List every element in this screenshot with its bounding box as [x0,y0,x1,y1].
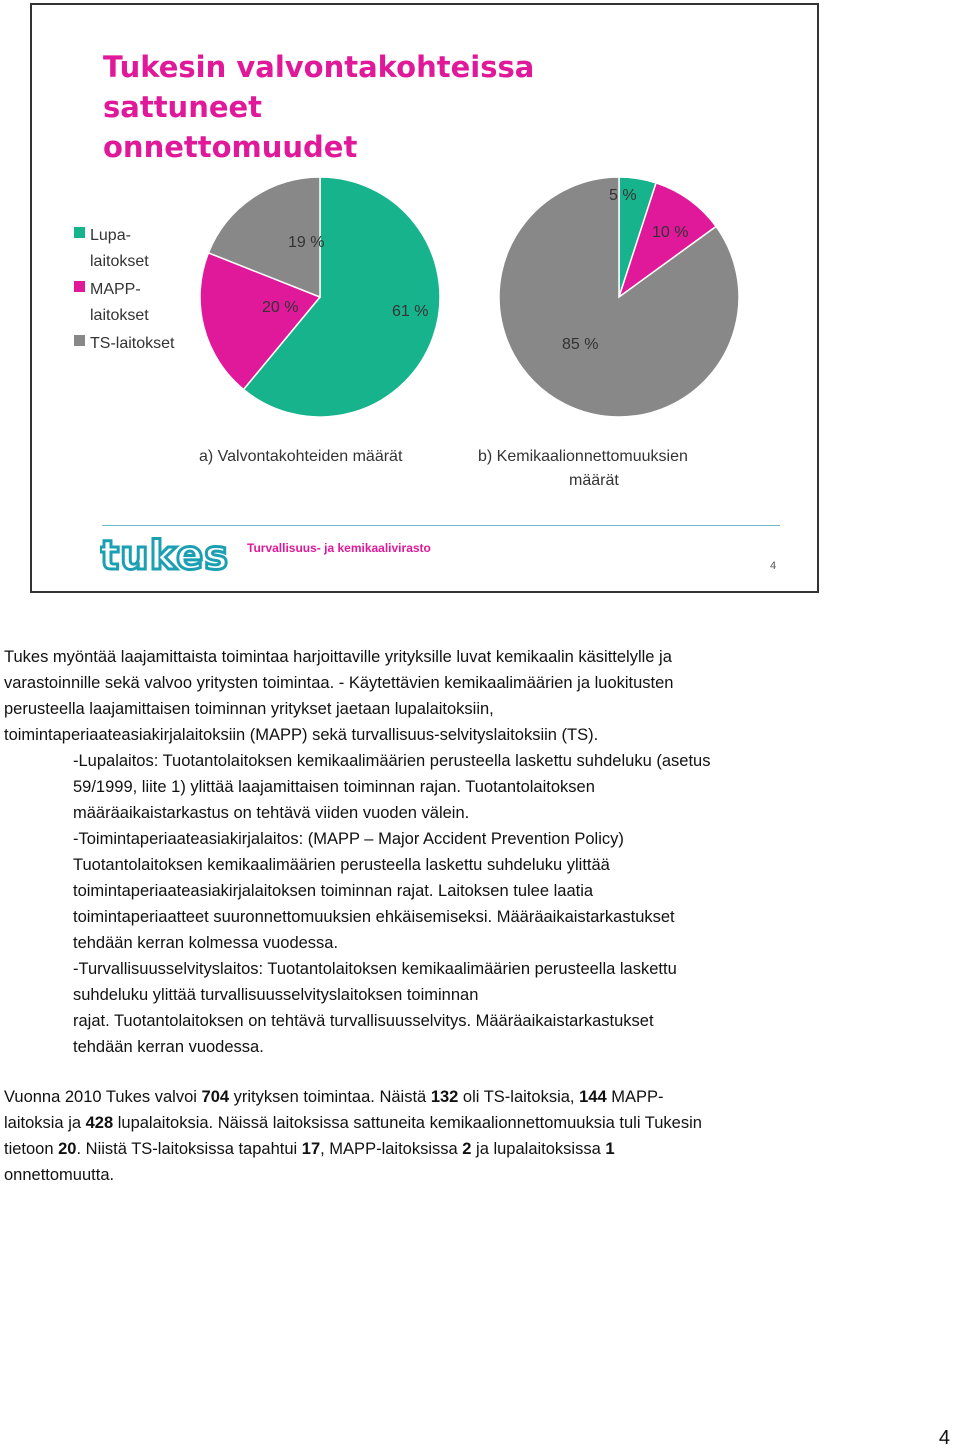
agency-name: Turvallisuus- ja kemikaalivirasto [247,541,431,555]
caption-b-line2: määrät [569,472,619,489]
body-paragraph-mapp: -Toimintaperiaateasiakirjalaitos: (MAPP – Major Accident Prevention Policy) Tuotantolaitoksen kemikaalimäärien perusteella laskettu suhdeluku ylittää toimintaperiaateasiakirjalaitoksen toiminnan rajat. Laitoksen tulee laatia toimintaperiaatteet suuronnettomuuksien ehkäisemiseksi. Määräaikaistarkastukset tehdään kerran kolmessa vuodessa. [73,830,675,952]
caption-b-line1: b) Kemikaalionnettomuuksien [478,448,688,465]
body-paragraph-ts: -Turvallisuusselvityslaitos: Tuotantolaitoksen kemikaalimäärien perusteella laskettu suhdeluku ylittää turvallisuusselvityslaitoksen toiminnan rajat. Tuotantolaitoksen on tehtävä turvallisuusselvitys. Määräaikaistarkastukset tehdään kerran vuodessa. [73,960,677,1056]
footer-divider [102,525,780,526]
logo-text: tukes [100,533,230,579]
slide-number: 4 [770,560,777,572]
body-paragraph-lupalaitos: -Lupalaitos: Tuotantolaitoksen kemikaalimäärien perusteella laskettu suhdeluku (asetus 59/1999, liite 1) ylittää laajamittaisen toiminnan rajan. Tuotantolaitoksen määräaikaistarkastus on tehtävä viiden vuoden välein. [73,752,711,822]
slide-title: Tukesin valvontakohteissa sattuneet onnettomuudet [103,50,535,164]
body-paragraph-intro: Tukes myöntää laajamittaista toimintaa harjoittaville yrityksille luvat kemikaalin käsittelylle ja varastoinnille sekä valvoo yritysten toimintaa. - Käytettävien kemikaalimäärien ja luokitusten perusteella laajamittaisen toiminnan yritykset jaetaan lupalaitoksiin, toimintaperiaateasiakirjalaitoksiin (MAPP) sekä turvallisuus-selvityslaitoksiin (TS). [4,648,674,744]
pie1-label-0: 61 % [392,303,429,320]
pie2-label-0: 5 % [609,187,637,204]
caption-a: a) Valvontakohteiden määrät [199,448,403,465]
pie2-label-2: 85 % [562,336,599,353]
body-paragraph-summary: Vuonna 2010 Tukes valvoi 704 yrityksen toimintaa. Näistä 132 oli TS-laitoksia, 144 MAPP- laitoksia ja 428 lupalaitoksia. Näissä laitoksissa sattuneita kemikaalionnettomuuksia tuli Tukesin tietoon 20. Niistä TS-laitoksissa tapahtui 17, MAPP-laitoksissa 2 ja lupalaitoksissa 1 onnettomuutta. [4,1088,702,1184]
tukes-logo [100,533,240,579]
page-number: 4 [938,1427,950,1449]
slide: Tukesin valvontakohteissa sattuneet onnettomuudet Lupa- laitokset MAPP- laitokset TS-laitokset 61 % 20 % 19 % 5 % 10 % 85 % a) Valvontakohteiden määrät b) Kemikaalionnettomuuksien määrät tukes Turvallisuus- ja kemikaalivirasto 4 [30,3,819,593]
pie1-label-2: 19 % [288,234,325,251]
pie-charts [32,5,817,591]
pie1-label-1: 20 % [262,299,299,316]
pie2-label-1: 10 % [652,224,689,241]
